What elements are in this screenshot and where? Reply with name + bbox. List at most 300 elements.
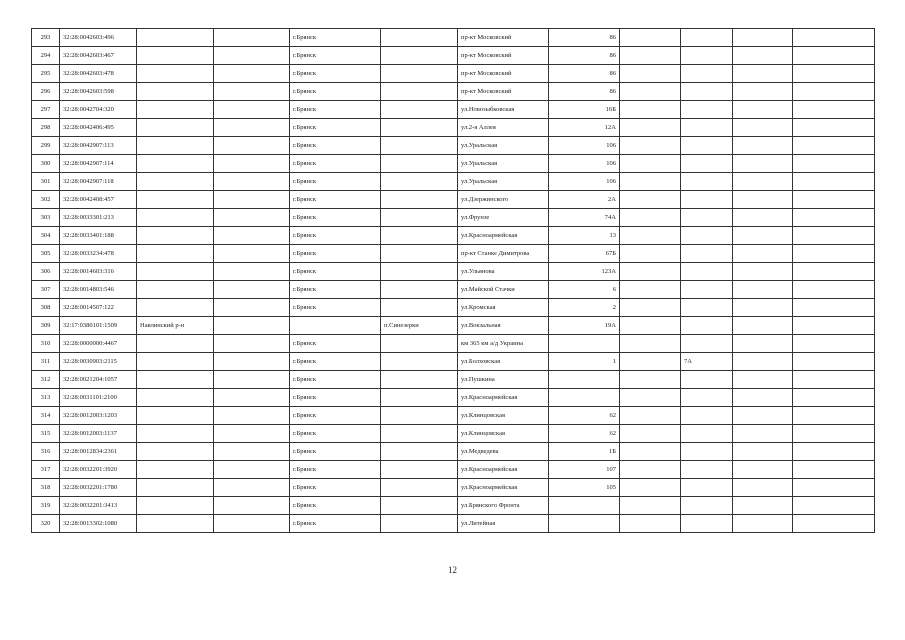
- flat: [733, 191, 793, 209]
- empty-cell: [793, 101, 875, 119]
- street: ул.Медведева: [458, 443, 549, 461]
- flat: [733, 173, 793, 191]
- empty-cell: [620, 65, 681, 83]
- street: ул.Уральская: [458, 173, 549, 191]
- flat: [733, 227, 793, 245]
- district: [137, 173, 214, 191]
- city: г.Брянск: [290, 335, 381, 353]
- empty-cell: [214, 101, 290, 119]
- house-number: 106: [549, 137, 620, 155]
- house-number: 2: [549, 299, 620, 317]
- table-row: [32, 515, 875, 533]
- empty-cell: [214, 515, 290, 533]
- street: ул.Клинцовская: [458, 425, 549, 443]
- row-number: 303: [32, 209, 60, 227]
- empty-cell: [793, 29, 875, 47]
- house-number: [549, 335, 620, 353]
- row-number: 315: [32, 425, 60, 443]
- city: г.Брянск: [290, 515, 381, 533]
- city: г.Брянск: [290, 227, 381, 245]
- table-row: [32, 443, 875, 461]
- city: г.Брянск: [290, 263, 381, 281]
- city: [290, 317, 381, 335]
- empty-cell: [214, 497, 290, 515]
- table-row: [32, 155, 875, 173]
- city: г.Брянск: [290, 83, 381, 101]
- empty-cell: [620, 47, 681, 65]
- village: [381, 191, 458, 209]
- street: пр-кт Московский: [458, 65, 549, 83]
- table-row: [32, 227, 875, 245]
- empty-cell: [214, 191, 290, 209]
- cadastral-number: 32:28:0030903:2115: [60, 353, 137, 371]
- building: [681, 137, 733, 155]
- city: г.Брянск: [290, 155, 381, 173]
- table-row: [32, 461, 875, 479]
- village: [381, 299, 458, 317]
- building: [681, 389, 733, 407]
- village: [381, 389, 458, 407]
- row-number: 312: [32, 371, 60, 389]
- table-row: [32, 263, 875, 281]
- row-number: 309: [32, 317, 60, 335]
- empty-cell: [793, 173, 875, 191]
- cadastral-number: 32:28:0013302:1080: [60, 515, 137, 533]
- table-row: [32, 173, 875, 191]
- flat: [733, 209, 793, 227]
- flat: [733, 317, 793, 335]
- district: [137, 281, 214, 299]
- flat: [733, 299, 793, 317]
- empty-cell: [214, 461, 290, 479]
- empty-cell: [214, 317, 290, 335]
- empty-cell: [620, 299, 681, 317]
- row-number: 296: [32, 83, 60, 101]
- empty-cell: [214, 245, 290, 263]
- building: [681, 209, 733, 227]
- empty-cell: [793, 47, 875, 65]
- building: [681, 443, 733, 461]
- street: ул.Вокзальная: [458, 317, 549, 335]
- flat: [733, 155, 793, 173]
- village: [381, 47, 458, 65]
- district: [137, 137, 214, 155]
- district: [137, 101, 214, 119]
- district: [137, 425, 214, 443]
- building: [681, 461, 733, 479]
- house-number: 86: [549, 47, 620, 65]
- district: [137, 515, 214, 533]
- house-number: 19А: [549, 317, 620, 335]
- flat: [733, 353, 793, 371]
- city: г.Брянск: [290, 209, 381, 227]
- village: [381, 407, 458, 425]
- empty-cell: [214, 263, 290, 281]
- building: [681, 29, 733, 47]
- empty-cell: [620, 281, 681, 299]
- building: [681, 173, 733, 191]
- district: [137, 47, 214, 65]
- city: г.Брянск: [290, 191, 381, 209]
- village: [381, 353, 458, 371]
- empty-cell: [620, 209, 681, 227]
- flat: [733, 119, 793, 137]
- cadastral-number: 32:28:0042704:320: [60, 101, 137, 119]
- row-number: 308: [32, 299, 60, 317]
- city: г.Брянск: [290, 389, 381, 407]
- row-number: 319: [32, 497, 60, 515]
- empty-cell: [214, 47, 290, 65]
- street: ул.Красноармейская: [458, 227, 549, 245]
- flat: [733, 281, 793, 299]
- flat: [733, 515, 793, 533]
- cadastral-number: 32:28:0033401:188: [60, 227, 137, 245]
- flat: [733, 83, 793, 101]
- building: [681, 83, 733, 101]
- city: г.Брянск: [290, 245, 381, 263]
- flat: [733, 461, 793, 479]
- city: г.Брянск: [290, 47, 381, 65]
- district: [137, 443, 214, 461]
- empty-cell: [793, 155, 875, 173]
- street: ул.Майской Стачки: [458, 281, 549, 299]
- city: г.Брянск: [290, 119, 381, 137]
- village: [381, 155, 458, 173]
- building: [681, 101, 733, 119]
- street: ул.Болховская: [458, 353, 549, 371]
- flat: [733, 263, 793, 281]
- village: [381, 461, 458, 479]
- row-number: 294: [32, 47, 60, 65]
- cadastral-number: 32:28:0042603:598: [60, 83, 137, 101]
- empty-cell: [793, 371, 875, 389]
- flat: [733, 335, 793, 353]
- building: [681, 425, 733, 443]
- city: г.Брянск: [290, 443, 381, 461]
- city: г.Брянск: [290, 425, 381, 443]
- house-number: 123А: [549, 263, 620, 281]
- house-number: 74А: [549, 209, 620, 227]
- empty-cell: [214, 371, 290, 389]
- flat: [733, 29, 793, 47]
- district: [137, 83, 214, 101]
- house-number: 62: [549, 425, 620, 443]
- empty-cell: [620, 83, 681, 101]
- table-row: [32, 425, 875, 443]
- house-number: 86: [549, 65, 620, 83]
- empty-cell: [620, 371, 681, 389]
- district: [137, 299, 214, 317]
- table-row: [32, 191, 875, 209]
- building: [681, 317, 733, 335]
- flat: [733, 407, 793, 425]
- empty-cell: [214, 407, 290, 425]
- city: г.Брянск: [290, 371, 381, 389]
- flat: [733, 371, 793, 389]
- district: [137, 335, 214, 353]
- district: [137, 227, 214, 245]
- district: [137, 155, 214, 173]
- empty-cell: [214, 281, 290, 299]
- empty-cell: [793, 515, 875, 533]
- empty-cell: [620, 263, 681, 281]
- cadastral-number: 32:28:0042406:495: [60, 119, 137, 137]
- empty-cell: [214, 137, 290, 155]
- house-number: 16Б: [549, 101, 620, 119]
- empty-cell: [214, 353, 290, 371]
- district: [137, 209, 214, 227]
- village: [381, 227, 458, 245]
- flat: [733, 245, 793, 263]
- empty-cell: [620, 29, 681, 47]
- village: [381, 425, 458, 443]
- cadastral-number: 32:17:0380101:1509: [60, 317, 137, 335]
- street: ул.Уральская: [458, 155, 549, 173]
- table-row: [32, 479, 875, 497]
- empty-cell: [793, 299, 875, 317]
- empty-cell: [793, 83, 875, 101]
- row-number: 304: [32, 227, 60, 245]
- building: [681, 227, 733, 245]
- empty-cell: [214, 479, 290, 497]
- table-row: [32, 101, 875, 119]
- city: г.Брянск: [290, 29, 381, 47]
- row-number: 298: [32, 119, 60, 137]
- empty-cell: [214, 389, 290, 407]
- street: пр-кт Московский: [458, 29, 549, 47]
- table-row: [32, 371, 875, 389]
- house-number: 67Б: [549, 245, 620, 263]
- street: ул.Фрунзе: [458, 209, 549, 227]
- empty-cell: [620, 155, 681, 173]
- district: [137, 389, 214, 407]
- building: [681, 191, 733, 209]
- village: [381, 29, 458, 47]
- empty-cell: [214, 155, 290, 173]
- village: [381, 263, 458, 281]
- house-number: 1: [549, 353, 620, 371]
- empty-cell: [214, 425, 290, 443]
- empty-cell: [620, 317, 681, 335]
- village: [381, 83, 458, 101]
- cadastral-number: 32:28:0014507:122: [60, 299, 137, 317]
- village: [381, 245, 458, 263]
- row-number: 317: [32, 461, 60, 479]
- empty-cell: [214, 209, 290, 227]
- house-number: 107: [549, 461, 620, 479]
- row-number: 299: [32, 137, 60, 155]
- table-row: [32, 245, 875, 263]
- district: [137, 353, 214, 371]
- empty-cell: [214, 443, 290, 461]
- district: [137, 479, 214, 497]
- empty-cell: [214, 173, 290, 191]
- empty-cell: [620, 425, 681, 443]
- street: ул.Кромская: [458, 299, 549, 317]
- empty-cell: [214, 227, 290, 245]
- house-number: 13: [549, 227, 620, 245]
- cadastral-number: 32:28:0014603:316: [60, 263, 137, 281]
- empty-cell: [793, 317, 875, 335]
- cadastral-number: 32:28:0012003:1137: [60, 425, 137, 443]
- city: г.Брянск: [290, 65, 381, 83]
- empty-cell: [620, 389, 681, 407]
- cadastral-number: 32:28:0033234:478: [60, 245, 137, 263]
- empty-cell: [793, 227, 875, 245]
- building: [681, 479, 733, 497]
- house-number: 6: [549, 281, 620, 299]
- house-number: 1Б: [549, 443, 620, 461]
- cadastral-number: 32:28:0014803:546: [60, 281, 137, 299]
- cadastral-number: 32:28:0042603:496: [60, 29, 137, 47]
- house-number: [549, 371, 620, 389]
- table-row: [32, 29, 875, 47]
- street: ул.Ульянова: [458, 263, 549, 281]
- building: [681, 263, 733, 281]
- table-row: [32, 407, 875, 425]
- cadastral-number: 32:28:0021204:1057: [60, 371, 137, 389]
- cadastral-number: 32:28:0012834:2361: [60, 443, 137, 461]
- village: [381, 65, 458, 83]
- row-number: 297: [32, 101, 60, 119]
- empty-cell: [214, 299, 290, 317]
- row-number: 313: [32, 389, 60, 407]
- empty-cell: [793, 335, 875, 353]
- district: [137, 245, 214, 263]
- village: [381, 443, 458, 461]
- empty-cell: [793, 443, 875, 461]
- building: [681, 497, 733, 515]
- city: г.Брянск: [290, 461, 381, 479]
- row-number: 316: [32, 443, 60, 461]
- city: г.Брянск: [290, 137, 381, 155]
- village: [381, 173, 458, 191]
- village: [381, 371, 458, 389]
- empty-cell: [793, 281, 875, 299]
- row-number: 293: [32, 29, 60, 47]
- row-number: 306: [32, 263, 60, 281]
- flat: [733, 101, 793, 119]
- village: [381, 479, 458, 497]
- city: г.Брянск: [290, 281, 381, 299]
- row-number: 320: [32, 515, 60, 533]
- empty-cell: [793, 497, 875, 515]
- village: [381, 497, 458, 515]
- row-number: 302: [32, 191, 60, 209]
- village: [381, 335, 458, 353]
- street: ул.Красноармейская: [458, 389, 549, 407]
- empty-cell: [793, 137, 875, 155]
- table-row: [32, 209, 875, 227]
- empty-cell: [620, 497, 681, 515]
- flat: [733, 443, 793, 461]
- row-number: 310: [32, 335, 60, 353]
- cadastral-number: 32:28:0032201:1780: [60, 479, 137, 497]
- table-row: [32, 335, 875, 353]
- empty-cell: [793, 461, 875, 479]
- street: ул.Дзержинского: [458, 191, 549, 209]
- row-number: 318: [32, 479, 60, 497]
- table-row: [32, 83, 875, 101]
- row-number: 307: [32, 281, 60, 299]
- row-number: 300: [32, 155, 60, 173]
- village: [381, 209, 458, 227]
- flat: [733, 425, 793, 443]
- empty-cell: [793, 245, 875, 263]
- cadastral-number: 32:28:0042603:478: [60, 65, 137, 83]
- building: [681, 119, 733, 137]
- street: пр-кт Московский: [458, 83, 549, 101]
- building: [681, 155, 733, 173]
- cadastral-number: 32:28:0042907:114: [60, 155, 137, 173]
- building: [681, 47, 733, 65]
- street: ул.2-я Аллея: [458, 119, 549, 137]
- district: [137, 497, 214, 515]
- empty-cell: [620, 245, 681, 263]
- building: [681, 371, 733, 389]
- city: г.Брянск: [290, 173, 381, 191]
- empty-cell: [620, 461, 681, 479]
- empty-cell: [793, 119, 875, 137]
- cadastral-number: 32:28:0012003:1203: [60, 407, 137, 425]
- flat: [733, 479, 793, 497]
- building: [681, 65, 733, 83]
- street: ул.Пушкина: [458, 371, 549, 389]
- table-row: [32, 299, 875, 317]
- empty-cell: [214, 335, 290, 353]
- row-number: 311: [32, 353, 60, 371]
- empty-cell: [214, 29, 290, 47]
- house-number: 86: [549, 83, 620, 101]
- city: г.Брянск: [290, 479, 381, 497]
- district: [137, 263, 214, 281]
- row-number: 305: [32, 245, 60, 263]
- row-number: 314: [32, 407, 60, 425]
- building: [681, 335, 733, 353]
- village: [381, 101, 458, 119]
- building: [681, 407, 733, 425]
- city: г.Брянск: [290, 407, 381, 425]
- street: ул.Новозыбковская: [458, 101, 549, 119]
- table-row: [32, 317, 875, 335]
- empty-cell: [793, 65, 875, 83]
- house-number: 62: [549, 407, 620, 425]
- city: г.Брянск: [290, 101, 381, 119]
- district: [137, 65, 214, 83]
- building: [681, 245, 733, 263]
- empty-cell: [793, 407, 875, 425]
- flat: [733, 389, 793, 407]
- cadastral-number: 32:28:0000000:4467: [60, 335, 137, 353]
- empty-cell: [620, 335, 681, 353]
- empty-cell: [620, 101, 681, 119]
- cadastral-number: 32:28:0042408:457: [60, 191, 137, 209]
- empty-cell: [620, 443, 681, 461]
- street: ул.Красноармейская: [458, 461, 549, 479]
- empty-cell: [620, 191, 681, 209]
- house-number: 106: [549, 173, 620, 191]
- house-number: [549, 497, 620, 515]
- flat: [733, 137, 793, 155]
- building: 7А: [681, 353, 733, 371]
- cadastral-number: 32:28:0042907:118: [60, 173, 137, 191]
- house-number: [549, 515, 620, 533]
- street: ул.Красноармейская: [458, 479, 549, 497]
- house-number: 12А: [549, 119, 620, 137]
- district: [137, 119, 214, 137]
- page-number: 12: [448, 565, 457, 575]
- district: [137, 407, 214, 425]
